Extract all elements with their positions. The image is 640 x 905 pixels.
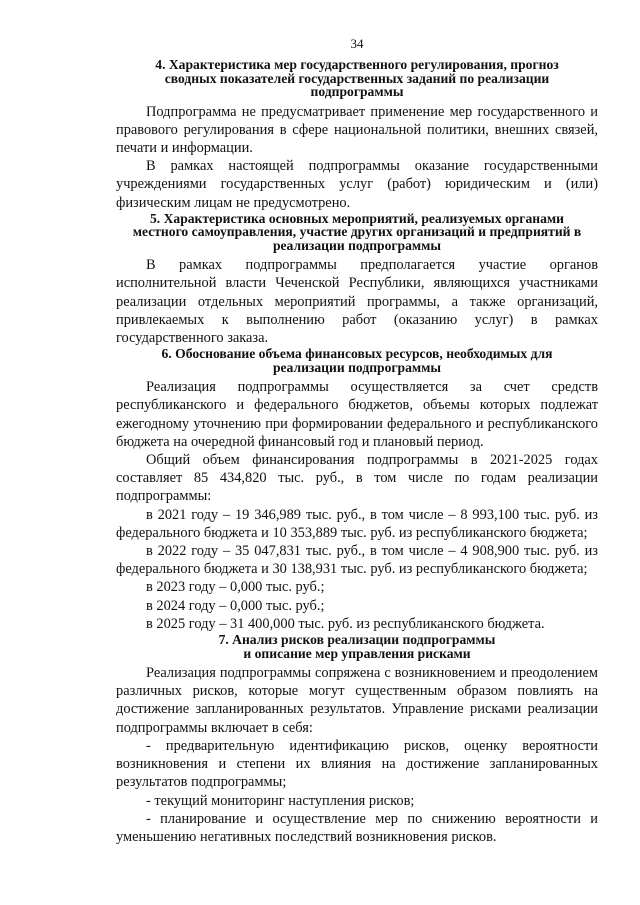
paragraph: Реализация подпрограммы осуществляется за счет средств республиканского и федерального бюджетов, объемы которых подлежат ежегодному уточнению при формировании федерального и республиканского бюджета на очередной финансовый год и плановый период. — [116, 379, 598, 450]
section-6-heading — [116, 347, 598, 374]
heading-line: реализации подпрограммы — [272, 237, 442, 253]
section-7-heading — [116, 633, 598, 660]
section-4-heading — [116, 58, 598, 99]
heading-line: и описание мер управления рисками — [243, 645, 471, 661]
funding-year-2021: в 2021 году – 19 346,989 тыс. руб., в том числе – 8 993,100 тыс. руб. из федерального бюджета и 10 353,889 тыс. руб. из республиканского бюджета; — [116, 506, 598, 541]
paragraph: В рамках настоящей подпрограммы оказание государственными учреждениями государственных услуг (работ) юридическим и (или) физическим лицам не предусмотрено. — [116, 158, 598, 211]
heading-line: 7. Анализ рисков реализации подпрограммы — [218, 632, 496, 648]
heading-line: сводных показателей государственных заданий по реализации — [164, 70, 550, 86]
heading-line: 6. Обоснование объема финансовых ресурсов, необходимых для — [161, 346, 553, 362]
paragraph: В рамках подпрограммы предполагается участие органов исполнительной власти Чеченской Республики, являющихся участниками реализации отдельных мероприятий программы, а также организаций, привлекаемых к выполнению работ (оказанию услуг) в рамках государственного заказа. — [116, 257, 598, 347]
funding-year-2025: в 2025 году – 31 400,000 тыс. руб. из республиканского бюджета. — [146, 615, 545, 632]
paragraph: Подпрограмма не предусматривает применение мер государственного и правового регулирования в сфере национальной политики, внешних связей, печати и информации. — [116, 103, 598, 156]
funding-year-2024: в 2024 году – 0,000 тыс. руб.; — [146, 597, 325, 614]
funding-year-2023: в 2023 году – 0,000 тыс. руб.; — [146, 579, 325, 596]
section-5-heading — [116, 212, 598, 253]
paragraph: Реализация подпрограммы сопряжена с возникновением и преодолением различных рисков, которые могут существенным образом повлиять на достижение запланированных результатов. Управление рисками реализации подпрограммы включает в себя: — [116, 665, 598, 736]
heading-line: местного самоуправления, участие других организаций и предприятий в — [132, 224, 582, 240]
list-item: - текущий мониторинг наступления рисков; — [146, 792, 415, 809]
list-item: - предварительную идентификацию рисков, оценку вероятности возникновения и степени их влияния на достижение запланированных результатов подпрограммы; — [116, 737, 598, 791]
heading-line: подпрограммы — [310, 84, 404, 99]
funding-year-2022: в 2022 году – 35 047,831 тыс. руб., в том числе – 4 908,900 тыс. руб. из федерального бюджета и 30 138,931 тыс. руб. из республиканского бюджета; — [116, 543, 598, 578]
list-item: - планирование и осуществление мер по снижению вероятности и уменьшению негативных последствий возникновения рисков. — [116, 810, 598, 845]
paragraph: Общий объем финансирования подпрограммы в 2021-2025 годах составляет 85 434,820 тыс. руб., в том числе по годам реализации подпрограммы: — [116, 452, 598, 505]
heading-line: 5. Характеристика основных мероприятий, реализуемых органами — [149, 210, 564, 226]
heading-line: 4. Характеристика мер государственного регулирования, прогноз — [155, 57, 559, 72]
heading-line: реализации подпрограммы — [272, 359, 442, 375]
page-number: 34 — [350, 36, 364, 51]
